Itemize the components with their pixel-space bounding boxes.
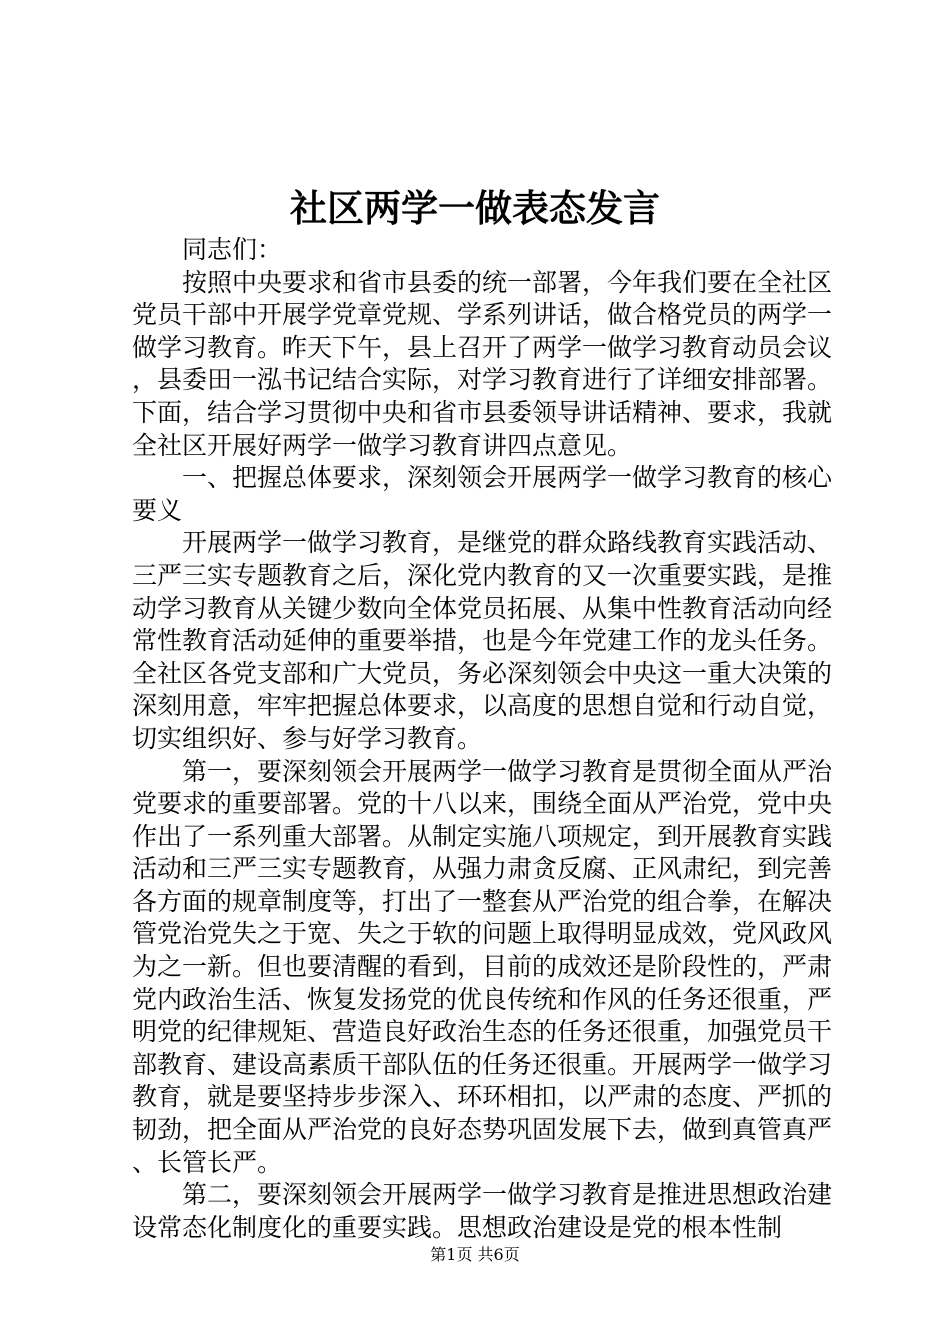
document-title: 社区两学一做表态发言 <box>290 186 660 230</box>
page-number-footer: 第1页 共6页 <box>430 1245 520 1264</box>
section-heading-1: 一、把握总体要求，深刻领会开展两学一做学习教育的核心要义 <box>132 463 833 525</box>
salutation-paragraph: 同志们： <box>182 235 283 264</box>
document-body <box>132 234 832 1244</box>
intro-paragraph: 按照中央要求和省市县委的统一部署，今年我们要在全社区党员干部中开展学党章党规、学系列讲话，做合格党员的两学一做学习教育。昨天下午，县上召开了两学一做学习教育动员会议，县委田一泓书记结合实际，对学习教育进行了详细安排部署。下面，结合学习贯彻中央和省市县委领导讲话精神、要求，我就全社区开展好两学一做学习教育讲四点意见。 <box>132 267 833 460</box>
point-one-paragraph: 第一，要深刻领会开展两学一做学习教育是贯彻全面从严治党要求的重要部署。党的十八以来，围绕全面从严治党，党中央作出了一系列重大部署。从制定实施八项规定，到开展教育实践活动和三严三实专题教育，从强力肃贪反腐、正风肃纪，到完善各方面的规章制度等，打出了一整套从严治党的组合拳，在解决管党治党失之于宽、失之于软的问题上取得明显成效，党风政风为之一新。但也要清醒的看到，目前的成效还是阶段性的，严肃党内政治生活、恢复发扬党的优良传统和作风的任务还很重，严明党的纪律规矩、营造良好政治生态的任务还很重，加强党员干部教育、建设高素质干部队伍的任务还很重。开展两学一做学习教育，就是要坚持步步深入、环环相扣，以严肃的态度、严抓的韧劲，把全面从严治党的良好态势巩固发展下去，做到真管真严、长管长严。 <box>132 756 833 1177</box>
point-two-paragraph: 第二，要深刻领会开展两学一做学习教育是推进思想政治建设常态化制度化的重要实践。思想政治建设是党的根本性制 <box>132 1180 833 1242</box>
body-paragraph: 开展两学一做学习教育，是继党的群众路线教育实践活动、三严三实专题教育之后，深化党内教育的又一次重要实践，是推动学习教育从关键少数向全体党员拓展、从集中性教育活动向经常性教育活动延伸的重要举措，也是今年党建工作的龙头任务。全社区各党支部和广大党员，务必深刻领会中央这一重大决策的深刻用意，牢牢把握总体要求，以高度的思想自觉和行动自觉，切实组织好、参与好学习教育。 <box>132 528 833 753</box>
